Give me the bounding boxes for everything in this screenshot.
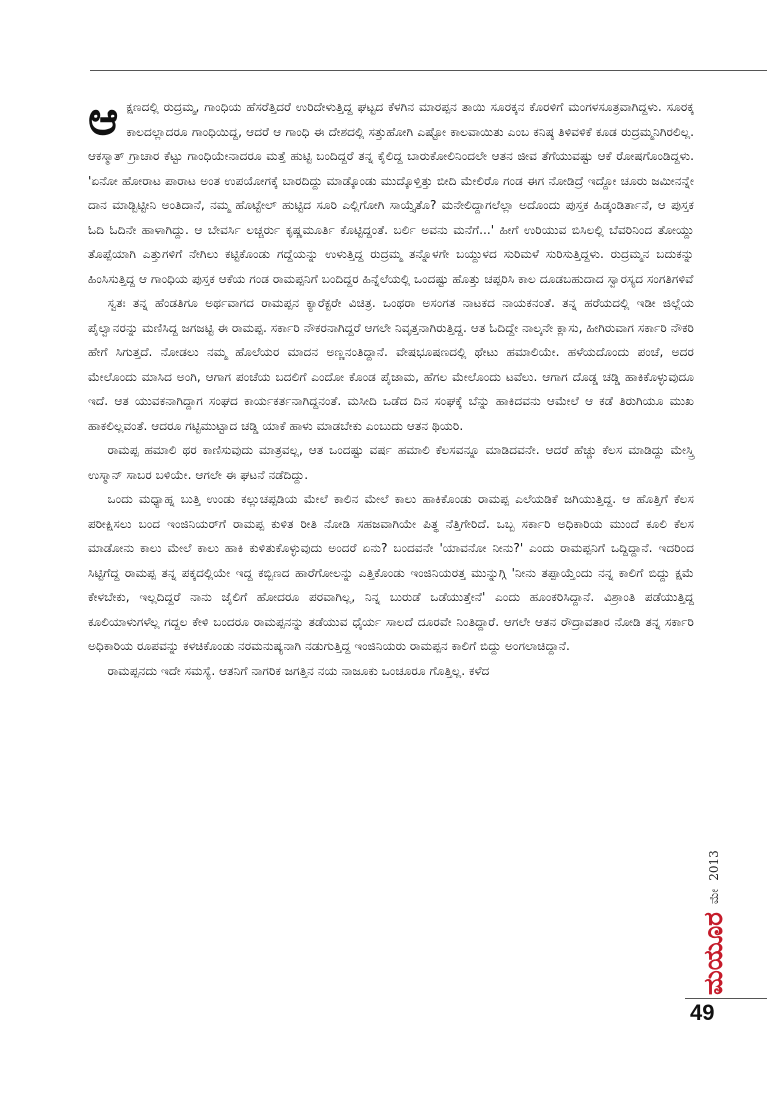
article-paragraph-3: ರಾಮಪ್ಪ ಹಮಾಲಿ ಥರ ಕಾಣಿಸುವುದು ಮಾತ್ರವಲ್ಲ, ಆತ ಒಂದಷ್ಟು ವರ್ಷ ಹಮಾಲಿ ಕೆಲಸವನ್ನೂ ಮಾಡಿದವನೇ. ಆದರೆ ಹೆಚ್ಚು ಕೆಲಸ ಮಾಡಿದ್ದು ಮೇಸ್ತ್ರಿ ಉಸ್ಮಾನ್ ಸಾಬರ ಬಳಿಯೇ. ಆಗಲೇ ಈ ಘಟನೆ ನಡೆದಿದ್ದು.	[88, 443, 694, 482]
magazine-name: ಮಯೂರ	[698, 912, 729, 995]
magazine-sidebar-text	[699, 785, 729, 995]
paragraph-1-text: ಕ್ಷಣದಲ್ಲಿ ರುದ್ರಮ್ಮ, ಗಾಂಧಿಯ ಹೆಸರೆತ್ತಿದರೆ ಉರಿದೇಳುತ್ತಿದ್ದ ಘಟ್ಟದ ಕೆಳಗಿನ ಮಾರಪ್ಪನ ತಾಯಿ ಸೂರಕ್ಕನ ಕೊರಳಿಗೆ ಮಂಗಳಸೂತ್ರವಾಗಿದ್ದಳು. ಸೂರಕ್ಕ ಕಾಲದಲ್ಲಾದರೂ ಗಾಂಧಿಯಿದ್ದ, ಆದರೆ ಆ ಗಾಂಧಿ ಈ ದೇಶದಲ್ಲಿ ಸತ್ತುಹೋಗಿ ಎಷ್ಟೋ ಕಾಲವಾಯಿತು ಎಂಬ ಕನಿಷ್ಠ ತಿಳಿವಳಿಕೆ ಕೂಡ ರುದ್ರಮ್ಮನಿಗಿರಲಿಲ್ಲ. ಆಕಸ್ಮಾತ್ ಗ್ರಾಚಾರ ಕೆಟ್ಟು ಗಾಂಧಿಯೇನಾದರೂ ಮತ್ತೆ ಹುಟ್ಟಿ ಬಂದಿದ್ದರೆ ತನ್ನ ಕೈಲಿದ್ದ ಬಾರುಕೋಲಿನಿಂದಲೇ ಆತನ ಜೀವ ತೆಗೆಯುವಷ್ಟು ಆಕೆ ರೋಷಗೊಂಡಿದ್ದಳು. 'ಏನೋ ಹೋರಾಟ ಪಾರಾಟ ಅಂತ ಉಪಯೋಗಕ್ಕೆ ಬಾರದಿದ್ದು ಮಾಡ್ಕೊಂಡು ಮುದ್ಕೊಳ್ತಿತ್ತು ಬೀದಿ ಮೇಲಿರೊ ಗಂಡ ಈಗ ನೋಡಿದ್ರೆ ಇದ್ದೋ ಚೂರು ಜಮೀನನ್ನೇ ದಾನ ಮಾಡ್ಬಿಟ್ಟೀನಿ ಅಂತಿದಾನೆ, ನಮ್ಮ ಹೊಟ್ಟೇಲ್ ಹುಟ್ಟಿದ ಸೂರಿ ಎಲ್ಲಿಗೋಗಿ ಸಾಯ್ತೈತೊ? ಮನೇಲಿದ್ದಾಗಲೆಲ್ಲಾ ಅದೊಂದು ಪುಸ್ತಕ ಹಿಡ್ಕಂಡಿರ್ತಾನೆ, ಆ ಪುಸ್ತಕ ಓದಿ ಓದಿನೇ ಹಾಳಾಗಿದ್ದು. ಆ ಬೇವರ್ಸಿ ಲಚ್ಚರ್ರು ಕೃಷ್ಣಮೂರ್ತಿ ಕೊಟ್ಟಿದ್ದಂತೆ. ಬರ್ಲಿ ಅವನು ಮನೆಗೆ...' ಹೀಗೆ ಉರಿಯುವ ಬಿಸಿಲಲ್ಲಿ ಬೆವರಿನಿಂದ ತೋಯ್ದು ತೊಪ್ಪೆಯಾಗಿ ಎತ್ತುಗಳಿಗೆ ನೇಗಿಲು ಕಟ್ಟಿಕೊಂಡು ಗದ್ದೆಯನ್ನು ಉಳುತ್ತಿದ್ದ ರುದ್ರಮ್ಮ ತನ್ನೊಳಗೇ ಬಯ್ದುಳದ ಸುರಿಮಳೆ ಸುರಿಸುತ್ತಿದ್ದಳು. ರುದ್ರಮ್ಮನ ಬದುಕನ್ನು ಹಿಂಸಿಸುತ್ತಿದ್ದ ಆ ಗಾಂಧಿಯ ಪುಸ್ತಕ ಆಕೆಯ ಗಂಡ ರಾಮಪ್ಪನಿಗೆ ಬಂದಿದ್ದರ ಹಿನ್ನೆಲೆಯಲ್ಲಿ ಒಂದಷ್ಟು ಹೊತ್ತು ಚಪ್ಪರಿಸಿ ಕಾಲ ದೂಡಬಹುದಾದ ಸ್ವಾರಸ್ಯದ ಸಂಗತಿಗಳಿವೆ	[88, 100, 694, 286]
article-paragraph-4: ಒಂದು ಮಧ್ಯಾಹ್ನ ಬುತ್ತಿ ಉಂಡು ಕಲ್ಲುಚಪ್ಪಡಿಯ ಮೇಲೆ ಕಾಲಿನ ಮೇಲೆ ಕಾಲು ಹಾಕಿಕೊಂಡು ರಾಮಪ್ಪ ಎಲೆಯಡಿಕೆ ಜಗಿಯುತ್ತಿದ್ದ. ಆ ಹೊತ್ತಿಗೆ ಕೆಲಸ ಪರೀಕ್ಷಿಸಲು ಬಂದ ಇಂಜಿನಿಯರ್‌ಗೆ ರಾಮಪ್ಪ ಕುಳಿತ ರೀತಿ ನೋಡಿ ಸಹಜವಾಗಿಯೇ ಪಿತ್ಥ ನೆತ್ತಿಗೇರಿದೆ. ಒಬ್ಬ ಸರ್ಕಾರಿ ಅಧಿಕಾರಿಯ ಮುಂದೆ ಕೂಲಿ ಕೆಲಸ ಮಾಡೋನು ಕಾಲು ಮೇಲೆ ಕಾಲು ಹಾಕಿ ಕುಳಿತುಕೊಳ್ಳುವುದು ಅಂದರೆ ಏನು? ಬಂದವನೇ 'ಯಾವನೋ ನೀನು?' ಎಂದು ರಾಮಪ್ಪನಿಗೆ ಒದ್ದಿದ್ದಾನೆ. ಇದರಿಂದ ಸಿಟ್ಟಿಗೆದ್ದ ರಾಮಪ್ಪ ತನ್ನ ಪಕ್ಕದಲ್ಲಿಯೇ ಇದ್ದ ಕಬ್ಬಿಣದ ಹಾರೆಗೋಲನ್ನು ಎತ್ತಿಕೊಂಡು ಇಂಜಿನಿಯರತ್ತ ಮುನ್ನುಗ್ಗಿ 'ನೀನು ತಪ್ಪಾಯ್ತೆಂದು ನನ್ನ ಕಾಲಿಗೆ ಬಿದ್ದು ಕ್ಷಮೆ ಕೇಳಬೇಕು, ಇಲ್ಲದಿದ್ದರೆ ನಾನು ಜೈಲಿಗೆ ಹೋದರೂ ಪರವಾಗಿಲ್ಲ, ನಿನ್ನ ಬುರುಡೆ ಒಡೆಯುತ್ತೇನೆ' ಎಂದು ಹೂಂಕರಿಸಿದ್ದಾನೆ. ವಿಶ್ರಾಂತಿ ಪಡೆಯುತ್ತಿದ್ದ ಕೂಲಿಯಾಳುಗಳೆಲ್ಲ ಗದ್ದಲ ಕೇಳಿ ಬಂದರೂ ರಾಮಪ್ಪನನ್ನು ತಡೆಯುವ ಧೈರ್ಯ ಸಾಲದೆ ದೂರವೇ ನಿಂತಿದ್ದಾರೆ. ಆಗಲೇ ಆತನ ರೌದ್ರಾವತಾರ ನೋಡಿ ತನ್ನ ಸರ್ಕಾರಿ ಅಧಿಕಾರಿಯ ರೂಪವನ್ನು ಕಳಚಿಕೊಂಡು ನರಮನುಷ್ಯನಾಗಿ ನಡುಗುತ್ತಿದ್ದ ಇಂಜಿನಿಯರು ರಾಮಪ್ಪನ ಕಾಲಿಗೆ ಬಿದ್ದು ಅಂಗಲಾಚಿದ್ದಾನೆ.	[88, 492, 694, 653]
issue-month: ಮೇ	[706, 888, 721, 905]
dropcap-letter: ಆ	[88, 91, 119, 145]
issue-year: 2013	[707, 850, 721, 881]
article-paragraph-1	[88, 91, 694, 291]
article-paragraph-5: ರಾಮಪ್ಪನದು ಇದೇ ಸಮಸ್ಯೆ. ಆತನಿಗೆ ನಾಗರಿಕ ಜಗತ್ತಿನ ನಯ ನಾಜೂಕು ಒಂಚೂರೂ ಗೊತ್ತಿಲ್ಲ. ಕಳೆದ	[107, 663, 490, 678]
page-number: 49	[690, 1000, 715, 1025]
magazine-sidebar	[699, 785, 729, 995]
article-body	[88, 91, 694, 683]
top-rule	[90, 70, 767, 71]
page-number-rule	[685, 998, 767, 999]
article-paragraph-2: ಸ್ವತಃ ತನ್ನ ಹೆಂಡತಿಗೂ ಅರ್ಥವಾಗದ ರಾಮಪ್ಪನ ಕ್ಯಾರೆಕ್ಟರೇ ವಿಚಿತ್ರ. ಒಂಥರಾ ಅಸಂಗತ ನಾಟಕದ ನಾಯಕನಂತೆ. ತನ್ನ ಹರೆಯದಲ್ಲಿ ಇಡೀ ಜಿಲ್ಲೆಯ ಪೈಲ್ವಾನರನ್ನು ಮಣಿಸಿದ್ದ ಜಗಜಟ್ಟಿ ಈ ರಾಮಪ್ಪ. ಸರ್ಕಾರಿ ನೌಕರನಾಗಿದ್ದರೆ ಆಗಲೇ ನಿವೃತ್ತನಾಗಿರುತ್ತಿದ್ದ. ಆತ ಓದಿದ್ದೇ ನಾಲ್ಕನೇ ಕ್ಲಾಸು, ಹೀಗಿರುವಾಗ ಸರ್ಕಾರಿ ನೌಕರಿ ಹೇಗೆ ಸಿಗುತ್ತದೆ. ನೋಡಲು ನಮ್ಮ ಹೊಲೆಯರ ಮಾದನ ಅಣ್ಣನಂತಿದ್ದಾನೆ. ವೇಷಭೂಷಣದಲ್ಲಿ ಥೇಟು ಹಮಾಲಿಯೇ. ಹಳೆಯದೊಂದು ಪಂಚೆ, ಅದರ ಮೇಲೊಂದು ಮಾಸಿದ ಅಂಗಿ, ಆಗಾಗ ಪಂಚೆಯ ಬದಲಿಗೆ ಎಂದೋ ಕೊಂಡ ಪೈಜಾಮ, ಹೆಗಲ ಮೇಲೊಂದು ಟವೆಲು. ಆಗಾಗ ದೊಡ್ಡ ಚಡ್ಡಿ ಹಾಕಿಕೊಳ್ಳುವುದೂ ಇದೆ. ಆತ ಯುವಕನಾಗಿದ್ದಾಗ ಸಂಘದ ಕಾರ್ಯಕರ್ತನಾಗಿದ್ದನಂತೆ. ಮಸೀದಿ ಒಡೆದ ದಿನ ಸಂಘಕ್ಕೆ ಬೆನ್ನು ಹಾಕಿದವನು ಆಮೇಲೆ ಆ ಕಡೆ ತಿರುಗಿಯೂ ಮುಖ ಹಾಕಲಿಲ್ಲವಂತೆ. ಆದರೂ ಗಟ್ಟಿಮುಟ್ಟಾದ ಚಡ್ಡಿ ಯಾಕೆ ಹಾಳು ಮಾಡಬೇಕು ಎಂಬುದು ಆತನ ಥಿಯರಿ.	[88, 296, 694, 433]
